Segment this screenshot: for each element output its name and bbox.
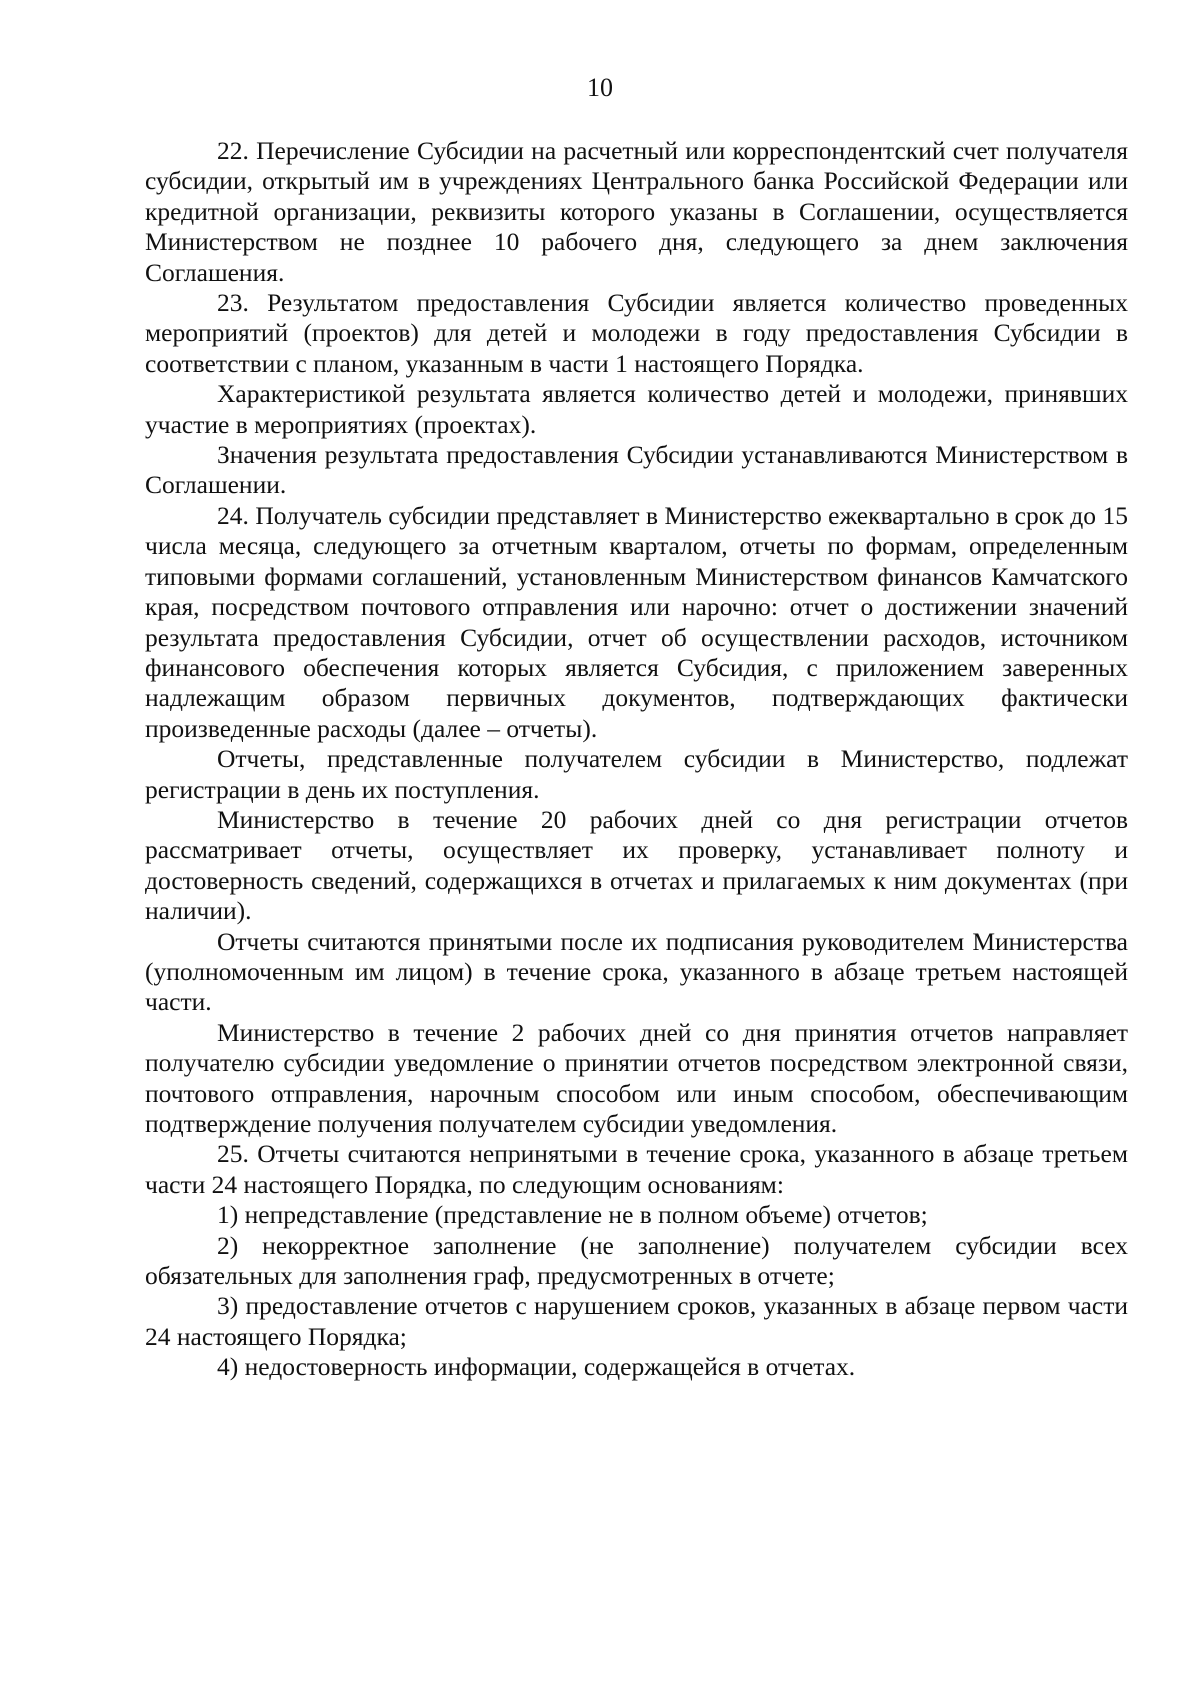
list-item-2: 2) некорректное заполнение (не заполнение) получателем субсидии всех обязательных для заполнения граф, предусмотренных в отчете; (145, 1230, 1128, 1291)
paragraph-22-transfer: 22. Перечисление Субсидии на расчетный или корреспондентский счет получателя субсидии, открытый им в учреждениях Центрального банка Российской Федерации или кредитной организации, реквизиты которого указаны в Соглашении, осуществляется Министерством не позднее 10 рабочего дня, следующего за днем заключения Соглашения. (145, 136, 1128, 287)
list-item-3: 3) предоставление отчетов с нарушением сроков, указанных в абзаце первом части 24 настоящего Порядка; (145, 1291, 1128, 1351)
paragraph-result-characteristic: Характеристикой результата является количество детей и молодежи, принявших участие в мероприятиях (проектах). (145, 379, 1128, 439)
paragraph-reports-registration: Отчеты, представленные получателем субсидии в Министерство, подлежат регистрации в день их поступления. (145, 744, 1128, 804)
paragraph-reports-accepted: Отчеты считаются принятыми после их подписания руководителем Министерства (уполномоченным им лицом) в течение срока, указанного в абзаце третьем настоящей части. (145, 926, 1128, 1017)
paragraph-acceptance-notice: Министерство в течение 2 рабочих дней со дня принятия отчетов направляет получателю субсидии уведомление о принятии отчетов посредством электронной связи, почтового отправления, нарочным способом или иным способом, обеспечивающим подтверждение получения получателем субсидии уведомления. (145, 1017, 1128, 1138)
list-item-1: 1) непредставление (представление не в полном объеме) отчетов; (217, 1200, 928, 1230)
paragraph-23-result: 23. Результатом предоставления Субсидии является количество проведенных мероприятий (проектов) для детей и молодежи в году предоставления Субсидии в соответствии с планом, указанным в части 1 настоящего Порядка. (145, 288, 1128, 378)
document-body (145, 136, 1128, 1383)
paragraph-result-values: Значения результата предоставления Субсидии устанавливаются Министерством в Соглашении. (145, 440, 1128, 500)
paragraph-24-reports: 24. Получатель субсидии представляет в Министерство ежеквартально в срок до 15 числа месяца, следующего за отчетным кварталом, отчеты по формам, определенным типовыми формами соглашений, установленным Министерством финансов Камчатского края, посредством почтового отправления или нарочно: отчет о достижении значений результата предоставления Субсидии, отчет об осуществлении расходов, источником финансового обеспечения которых является Субсидия, с приложением заверенных надлежащим образом первичных документов, подтверждающих фактически произведенные расходы (далее – отчеты). (145, 500, 1128, 743)
list-item-4: 4) недостоверность информации, содержащейся в отчетах. (217, 1352, 856, 1382)
paragraph-reports-review: Министерство в течение 20 рабочих дней со дня регистрации отчетов рассматривает отчеты, осуществляет их проверку, устанавливает полноту и достоверность сведений, содержащихся в отчетах и прилагаемых к ним документах (при наличии). (145, 804, 1128, 926)
paragraph-25-rejection: 25. Отчеты считаются непринятыми в течение срока, указанного в абзаце третьем части 24 настоящего Порядка, по следующим основаниям: (145, 1139, 1128, 1199)
page-number: 10 (587, 73, 613, 102)
